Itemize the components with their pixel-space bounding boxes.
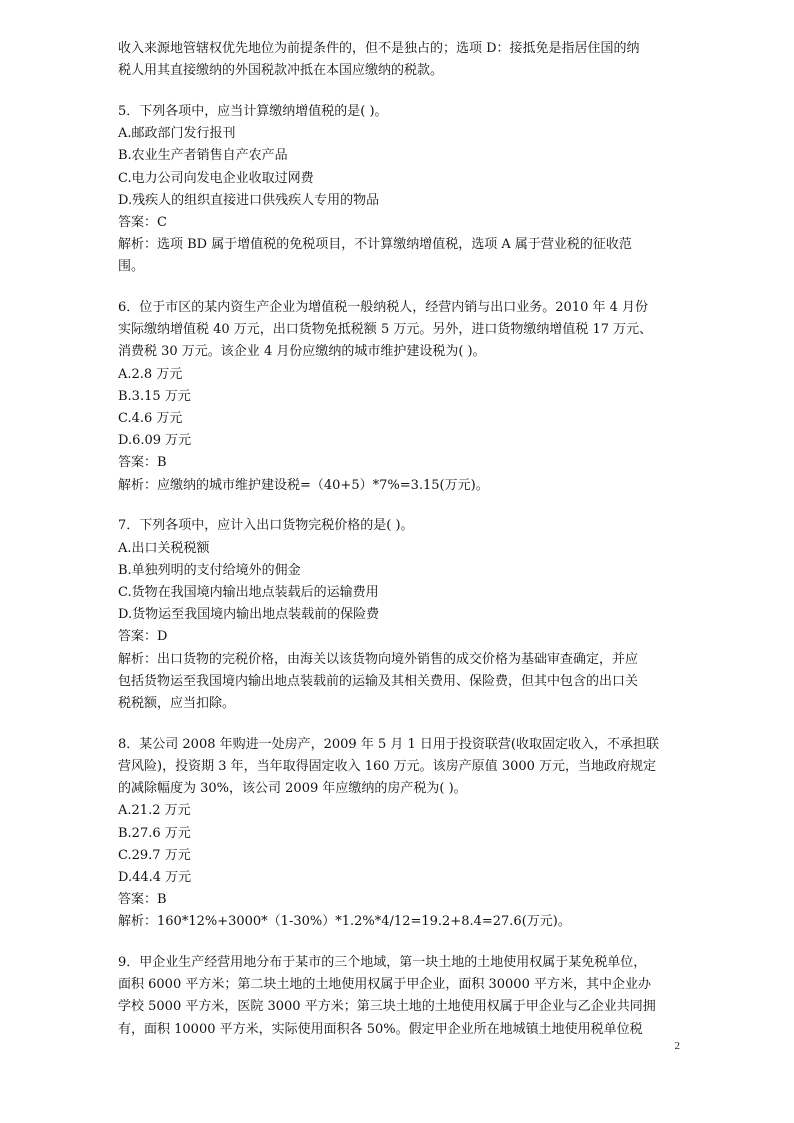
option-d: D.6.09 万元: [118, 433, 192, 449]
question-6: [118, 297, 678, 497]
option-a: A.出口关税税额: [118, 540, 210, 556]
option-b: B.单独列明的支付给境外的佣金: [118, 562, 301, 578]
question-stem: 7．下列各项中，应计入出口货物完税价格的是( )。: [118, 518, 414, 534]
answer: 答案：C: [118, 214, 167, 230]
option-b: B.农业生产者销售自产农产品: [118, 148, 288, 164]
answer: 答案：D: [118, 629, 168, 645]
question-stem: 8．某公司 2008 年购进一处房产，2009 年 5 月 1 日用于投资联营(收取固定收入，不承担联: [118, 736, 659, 752]
question-stem: 实际缴纳增值税 40 万元，出口货物免抵税额 5 万元。另外，进口货物缴纳增值税 17 万元、: [118, 322, 653, 338]
question-stem: 6．位于市区的某内资生产企业为增值税一般纳税人，经营内销与出口业务。2010 年 4 月份: [118, 300, 649, 316]
question-stem: 营风险)，投资期 3 年，当年取得固定收入 160 万元。该房产原值 3000 万元，当地政府规定: [118, 758, 657, 774]
explanation: 税税额，应当扣除。: [118, 695, 236, 711]
explanation: 解析：160*12%+3000*（1-30%）*1.2%*4/12=19.2+8.4=27.6(万元)。: [118, 914, 571, 930]
option-d: D.残疾人的组织直接进口供残疾人专用的物品: [118, 192, 380, 208]
option-c: C.货物在我国境内输出地点装载后的运输费用: [118, 584, 379, 600]
question-9: [118, 952, 678, 1041]
question-stem: 5．下列各项中，应当计算缴纳增值税的是( )。: [118, 103, 388, 119]
explanation: 解析：应缴纳的城市维护建设税=（40+5）*7%=3.15(万元)。: [118, 477, 489, 493]
option-c: C.29.7 万元: [118, 847, 191, 863]
question-stem: 有，面积 10000 平方米，实际使用面积各 50%。假定甲企业所在地城镇土地使用税单位税: [118, 1021, 643, 1037]
document-page: [118, 38, 678, 1041]
question-8: [118, 734, 678, 934]
question-5: [118, 101, 678, 279]
question-stem: 的减除幅度为 30%，该公司 2009 年应缴纳的房产税为( )。: [118, 781, 467, 797]
text-line: 税人用其直接缴纳的外国税款冲抵在本国应缴纳的税款。: [118, 63, 444, 79]
explanation: 包括货物运至我国境内输出地点装载前的运输及其相关费用、保险费，但其中包含的出口关: [118, 673, 639, 689]
option-b: B.3.15 万元: [118, 388, 191, 404]
option-c: C.电力公司向发电企业收取过网费: [118, 170, 314, 186]
page-number: 2: [674, 1040, 680, 1052]
question-stem: 面积 6000 平方米；第二块土地的土地使用权属于甲企业，面积 30000 平方米，其中企业办: [118, 977, 651, 993]
question-stem: 9．甲企业生产经营用地分布于某市的三个地域，第一块土地的土地使用权属于某免税单位，: [118, 955, 647, 971]
option-c: C.4.6 万元: [118, 411, 183, 427]
option-a: A.邮政部门发行报刊: [118, 126, 236, 142]
answer: 答案：B: [118, 455, 167, 471]
option-d: D.44.4 万元: [118, 869, 192, 885]
question-7: [118, 515, 678, 715]
explanation: 解析：选项 BD 属于增值税的免税项目，不计算缴纳增值税，选项 A 属于营业税的征收范: [118, 237, 632, 253]
explanation: 解析：出口货物的完税价格，由海关以该货物向境外销售的成交价格为基础审查确定，并应: [118, 651, 639, 667]
option-b: B.27.6 万元: [118, 825, 191, 841]
explanation: 围。: [118, 259, 145, 275]
option-d: D.货物运至我国境内输出地点装载前的保险费: [118, 607, 380, 623]
option-a: A.21.2 万元: [118, 803, 191, 819]
question-stem: 学校 5000 平方米，医院 3000 平方米；第三块土地的土地使用权属于甲企业与乙企业共同拥: [118, 999, 656, 1015]
intro-paragraph: [118, 38, 678, 82]
option-a: A.2.8 万元: [118, 366, 183, 382]
answer: 答案：B: [118, 892, 167, 908]
question-stem: 消费税 30 万元。该企业 4 月份应缴纳的城市维护建设税为( )。: [118, 344, 486, 360]
text-line: 收入来源地管辖权优先地位为前提条件的，但不是独占的；选项 D：接抵免是指居住国的纳: [118, 41, 640, 56]
